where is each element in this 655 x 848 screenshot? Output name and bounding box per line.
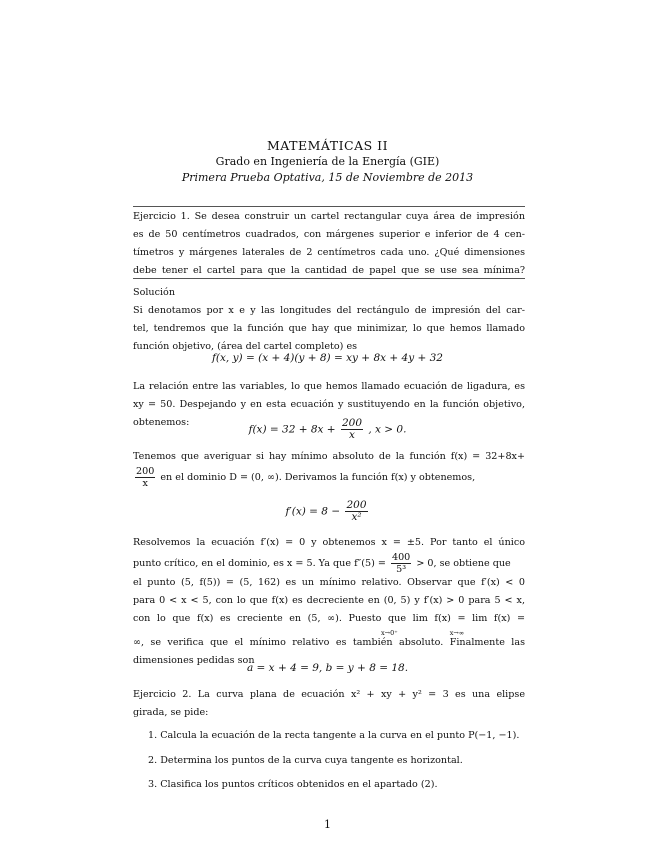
ex2-item-2: 2. Determina los puntos de la curva cuya tangente es horizontal. xyxy=(148,755,463,766)
ligadura-line: obtenemos: xyxy=(133,417,190,428)
eq3-den: x² xyxy=(351,511,362,523)
eq3-num: 200 xyxy=(346,499,367,511)
res-num: 400 xyxy=(391,552,411,563)
res-fraction xyxy=(391,552,411,575)
ex1-line: es de 50 centímetros cuadrados, con márgenes superior e inferior de 4 cen- xyxy=(133,229,525,240)
ligadura-line: xy = 50. Despejando y en esta ecuación y sustituyendo en la función objetivo, xyxy=(133,399,525,410)
res-line: dimensiones pedidas son xyxy=(133,655,255,666)
eq2-den: x xyxy=(349,429,355,441)
res-text-a: punto crítico, en el dominio, es x = 5. Ya que f″(5) = xyxy=(133,558,386,569)
solution-heading: Solución xyxy=(133,287,175,298)
top-rule xyxy=(133,206,525,207)
equation-derivative xyxy=(0,500,655,523)
equation-fx xyxy=(0,418,655,441)
res-line: el punto (5, f(5)) = (5, 162) es un mínimo relativo. Observar que f′(x) < 0 xyxy=(133,577,525,588)
res-line: Resolvemos la ecuación f′(x) = 0 y obtenemos x = ±5. Por tanto el único xyxy=(133,537,525,548)
eq2-num: 200 xyxy=(341,417,362,429)
res-line: ∞, se verifica que el mínimo relativo es también absoluto. Finalmente las xyxy=(133,637,525,648)
exercise-2-statement xyxy=(133,686,525,722)
exercise-1-statement xyxy=(133,208,525,280)
abs-fraction xyxy=(135,466,155,489)
intro-line: tel, tendremos que la función que hay que minimizar, lo que hemos llamado xyxy=(133,323,525,334)
res-den: 5³ xyxy=(396,564,407,575)
intro-line: función objetivo, (área del cartel completo) es xyxy=(133,341,358,352)
exam-date: Primera Prueba Optativa, 15 de Noviembre de 2013 xyxy=(181,171,474,184)
abs-num: 200 xyxy=(136,466,155,477)
eq2-right: , x > 0. xyxy=(368,423,407,436)
ex2-line: girada, se pide: xyxy=(133,707,209,718)
res-text-b: > 0, se obtiene que xyxy=(416,558,511,569)
lim-sub-2: x→∞ xyxy=(449,629,465,637)
course-title: MATEMÁTICAS II xyxy=(266,138,389,153)
abs-den: x xyxy=(142,478,148,489)
degree-subtitle: Grado en Ingeniería de la Energía (GIE) xyxy=(215,155,440,168)
limit-subscripts xyxy=(133,624,525,637)
abs-line: Tenemos que averiguar si hay mínimo absoluto de la función f(x) = 32+8x+ xyxy=(133,451,525,462)
ligadura-line: La relación entre las variables, lo que hemos llamado ecuación de ligadura, es xyxy=(133,381,525,392)
res-line: con lo que f(x) es creciente en (5, ∞). Puesto que lim f(x) = lim f(x) = xyxy=(133,613,525,624)
ex2-item-1: 1. Calcula la ecuación de la recta tangente a la curva en el punto P(−1, −1). xyxy=(148,730,520,741)
absolute-min-block xyxy=(133,448,525,488)
page-number: 1 xyxy=(324,818,331,831)
ex1-line: tímetros y márgenes laterales de 2 centímetros cada uno. ¿Qué dimensiones xyxy=(133,247,525,258)
eq2-left: f(x) = 32 + 8x + xyxy=(248,423,336,436)
eq2-fraction xyxy=(341,418,363,441)
eq3-fraction xyxy=(345,500,367,523)
equation-dimensions: a = x + 4 = 9, b = y + 8 = 18. xyxy=(246,662,409,674)
bottom-rule xyxy=(133,278,525,279)
res-line-2 xyxy=(133,552,525,574)
ex1-line: Ejercicio 1. Se desea construir un cartel rectangular cuya área de impresión xyxy=(133,211,525,222)
res-line: para 0 < x < 5, con lo que f(x) es decreciente en (0, 5) y f′(x) > 0 para 5 < x, xyxy=(133,595,525,606)
lim-sub-1: x→0⁺ xyxy=(381,629,398,637)
equation-objective: f(x, y) = (x + 4)(y + 8) = xy + 8x + 4y + 32 xyxy=(212,352,443,364)
ex2-line: Ejercicio 2. La curva plana de ecuación x² + xy + y² = 3 es una elipse xyxy=(133,689,525,700)
ex2-item-3: 3. Clasifica los puntos críticos obtenidos en el apartado (2). xyxy=(148,779,438,790)
resolution-block xyxy=(133,534,525,670)
intro-line: Si denotamos por x e y las longitudes del rectángulo de impresión del car- xyxy=(133,305,525,316)
solution-block xyxy=(133,284,525,356)
ex1-line: debe tener el cartel para que la cantidad de papel que se use sea mínima? xyxy=(133,265,525,276)
abs-line-2 xyxy=(133,466,525,488)
abs-text: en el dominio D = (0, ∞). Derivamos la función f(x) y obtenemos, xyxy=(157,472,476,483)
eq3-left: f′(x) = 8 − xyxy=(285,505,341,518)
